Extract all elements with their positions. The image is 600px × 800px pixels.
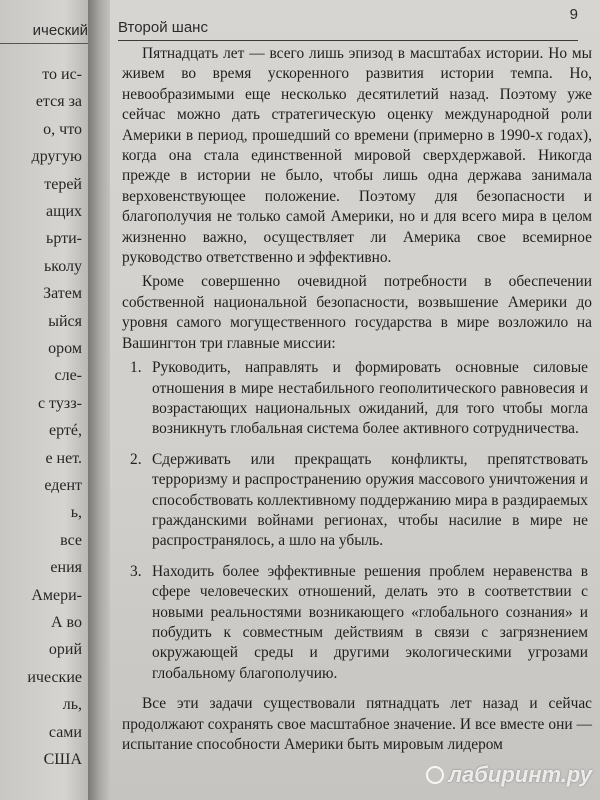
left-page-line: ические (27, 668, 82, 686)
left-page-line: ется за (35, 93, 82, 111)
left-page-line: Амери- (31, 586, 82, 604)
left-page-line: о, что (43, 120, 82, 138)
watermark-text: лабиринт.ру (448, 762, 592, 787)
left-page-line: с тузз- (37, 394, 82, 412)
list-item-text: Находить более эффективные решения проблем неравенства в сфере человеческих отношений, делать это в соответствии с новыми реальностями возникающего «глобального сознания» и побудить к совместным действиям в связи с загрязнением окружающей среды и другими экологическими угрозами глобальному благополучию. (152, 562, 588, 682)
left-page-line: сле- (54, 367, 82, 385)
page-number: 9 (569, 6, 578, 23)
watermark (426, 762, 592, 788)
labirint-logo-icon (426, 766, 444, 784)
left-page-line: ьколу (43, 257, 82, 275)
left-page-line: ором (48, 340, 82, 357)
left-page-line: ащих (46, 203, 82, 220)
list-item (122, 450, 592, 552)
left-page-line: ения (50, 559, 82, 577)
left-page-line: ыйся (48, 312, 82, 330)
list-item-text: Руководить, направлять и формировать основные силовые отношения в мире нестабильного геополитического равновесия и возрастающих национальных ожиданий, для того чтобы могла возникнуть глобальная система более активного сотрудничества. (152, 359, 588, 438)
missions-list (122, 358, 592, 684)
list-item (122, 358, 592, 440)
paragraph: Кроме совершенно очевидной потребности в обеспечении собственной национальной безопасности, возвышение Америки до уровня самого могущественного государства в мире возложило на Вашингтон три главные миссии: (122, 273, 592, 352)
left-page-line: все (60, 531, 82, 549)
list-item (122, 562, 592, 684)
right-page (110, 0, 600, 800)
paragraph: Пятнадцать лет — всего лишь эпизод в масштабах истории. Но мы живем во время ускоренного развития истории темпа. Но, невообразимыми еще несколько десятилетий назад. Поэтому уже сейчас можно дать стратегическую оценку международной роли Америки в период, прошедший со времени (примерно в 1990-х годах), когда она стала единственной мировой сверхдержавой. Никогда прежде в истории не было, чтобы лишь одна держава занимала верховенствующее положение. Поэтому для безопасности и благополучия не только самой Америки, но и для всего мира в целом жизненно важно, осуществляет ли Америка свое всемирное руководство ответственно и эффективно. (122, 45, 592, 267)
list-number: 3. (130, 562, 142, 580)
left-page-line: ь, (70, 504, 82, 522)
left-page (0, 0, 92, 800)
body-text (122, 44, 592, 759)
left-page-line: ль, (62, 696, 82, 714)
closing-paragraph: Все эти задачи существовали пятнадцать лет назад и сейчас продолжают сохранять свое масштабное значение. И все вместе они — испытание способности Америки быть мировым лидером (122, 695, 592, 753)
left-page-line: то ис- (42, 66, 82, 83)
left-page-line: сами (48, 723, 82, 741)
left-page-line: терей (44, 175, 82, 193)
left-page-line: А во (51, 614, 82, 631)
left-page-line: ертé, (49, 422, 82, 440)
left-page-line: США (43, 751, 82, 768)
left-page-line: е нет. (45, 449, 82, 467)
list-item-text: Сдерживать или прекращать конфликты, препятствовать терроризму и распространению оружия массового уничтожения и способствовать коллективному поддержанию мира в раздираемых гражданскими войнами регионах, чтобы насилие в мире не распространялось, а шло на убыль. (152, 450, 588, 550)
left-page-line: ьрти- (46, 230, 82, 248)
left-page-line: другую (31, 148, 82, 166)
left-page-line: Затем (43, 285, 82, 303)
list-number: 1. (130, 359, 142, 377)
running-head (118, 2, 578, 41)
running-title: Второй шанс (118, 19, 208, 36)
left-page-line: едент (44, 477, 82, 494)
list-number: 2. (130, 450, 142, 468)
left-page-header: ический (0, 22, 88, 44)
left-page-line: орий (48, 641, 82, 659)
